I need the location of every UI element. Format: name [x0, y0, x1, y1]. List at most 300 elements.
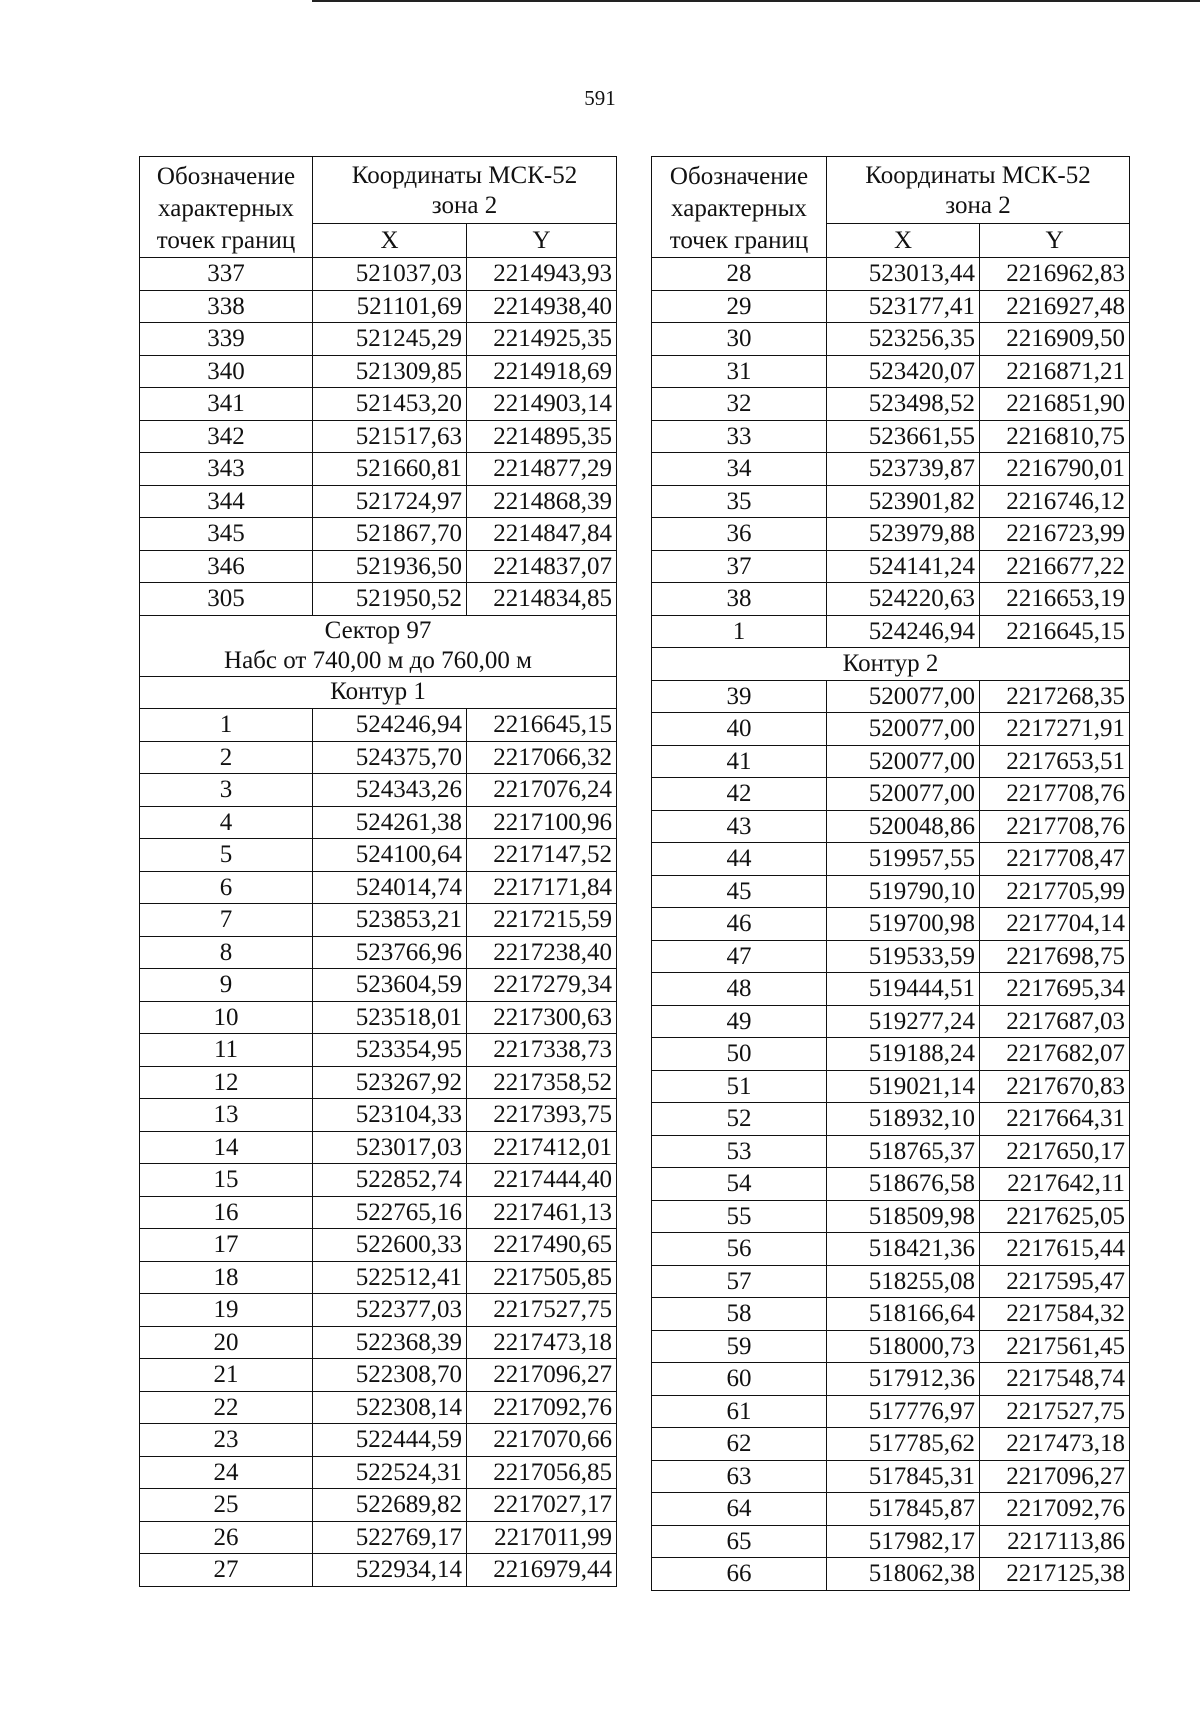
table-row	[652, 1395, 1130, 1428]
x-coordinate-cell: 520077,00	[827, 713, 980, 746]
y-coordinate-cell: 2217125,38	[980, 1558, 1130, 1591]
point-id-cell: 32	[652, 388, 827, 421]
x-coordinate-cell: 522444,59	[313, 1424, 467, 1457]
y-coordinate-cell: 2217338,73	[467, 1034, 617, 1067]
contour-label: Контур 2	[652, 648, 1130, 681]
point-id-cell: 346	[140, 550, 313, 583]
table-row	[652, 258, 1130, 291]
table-row	[140, 1326, 617, 1359]
table-row	[652, 1525, 1130, 1558]
header-designation-line: характерных	[671, 195, 807, 222]
point-id-cell: 51	[652, 1070, 827, 1103]
point-id-cell: 53	[652, 1135, 827, 1168]
table-row	[140, 420, 617, 453]
table-row	[140, 1066, 617, 1099]
point-id-cell: 37	[652, 550, 827, 583]
x-coordinate-cell: 524246,94	[313, 709, 467, 742]
x-coordinate-cell: 521101,69	[313, 290, 467, 323]
x-coordinate-cell: 522377,03	[313, 1294, 467, 1327]
x-coordinate-cell: 522308,70	[313, 1359, 467, 1392]
table-row	[652, 290, 1130, 323]
y-coordinate-cell: 2214837,07	[467, 550, 617, 583]
table-row	[140, 550, 617, 583]
x-coordinate-cell: 524343,26	[313, 774, 467, 807]
point-id-cell: 61	[652, 1395, 827, 1428]
table-row	[652, 680, 1130, 713]
x-coordinate-cell: 518421,36	[827, 1233, 980, 1266]
table-row	[652, 713, 1130, 746]
header-coordinates-line: зона 2	[431, 192, 498, 219]
table-row	[140, 1164, 617, 1197]
x-coordinate-cell: 519957,55	[827, 843, 980, 876]
table-row	[140, 871, 617, 904]
point-id-cell: 17	[140, 1229, 313, 1262]
x-coordinate-cell: 524375,70	[313, 741, 467, 774]
point-id-cell: 56	[652, 1233, 827, 1266]
point-id-cell: 42	[652, 778, 827, 811]
header-coordinates	[313, 157, 617, 224]
x-coordinate-cell: 521936,50	[313, 550, 467, 583]
x-coordinate-cell: 524220,63	[827, 583, 980, 616]
point-id-cell: 3	[140, 774, 313, 807]
table-row	[652, 1135, 1130, 1168]
table-row	[652, 323, 1130, 356]
coordinates-table-left	[139, 156, 617, 1587]
y-coordinate-cell: 2216653,19	[980, 583, 1130, 616]
x-coordinate-cell: 518062,38	[827, 1558, 980, 1591]
point-id-cell: 1	[140, 709, 313, 742]
table-row	[652, 1428, 1130, 1461]
x-coordinate-cell: 521309,85	[313, 355, 467, 388]
table-row	[140, 1424, 617, 1457]
point-id-cell: 305	[140, 583, 313, 616]
point-id-cell: 64	[652, 1493, 827, 1526]
point-id-cell: 54	[652, 1168, 827, 1201]
x-coordinate-cell: 519444,51	[827, 973, 980, 1006]
header-designation-line: точек границ	[669, 227, 809, 254]
point-id-cell: 7	[140, 904, 313, 937]
point-id-cell: 345	[140, 518, 313, 551]
y-coordinate-cell: 2217625,05	[980, 1200, 1130, 1233]
point-id-cell: 40	[652, 713, 827, 746]
x-coordinate-cell: 521037,03	[313, 258, 467, 291]
header-coordinates-line: Координаты МСК-52	[351, 162, 578, 189]
x-coordinate-cell: 522512,41	[313, 1261, 467, 1294]
y-coordinate-cell: 2217527,75	[980, 1395, 1130, 1428]
y-coordinate-cell: 2217011,99	[467, 1521, 617, 1554]
table-row	[652, 1330, 1130, 1363]
y-coordinate-cell: 2216962,83	[980, 258, 1130, 291]
header-coordinates-line: Координаты МСК-52	[865, 162, 1091, 189]
table-row	[652, 1200, 1130, 1233]
x-coordinate-cell: 522368,39	[313, 1326, 467, 1359]
table-row	[652, 518, 1130, 551]
y-coordinate-cell: 2217358,52	[467, 1066, 617, 1099]
y-coordinate-cell: 2217505,85	[467, 1261, 617, 1294]
point-id-cell: 35	[652, 485, 827, 518]
table-row	[140, 1294, 617, 1327]
table-row	[140, 323, 617, 356]
table-row	[652, 550, 1130, 583]
y-coordinate-cell: 2216790,01	[980, 453, 1130, 486]
point-id-cell: 34	[652, 453, 827, 486]
y-coordinate-cell: 2217096,27	[980, 1460, 1130, 1493]
y-coordinate-cell: 2216871,21	[980, 355, 1130, 388]
y-coordinate-cell: 2214925,35	[467, 323, 617, 356]
contour-label: Контур 1	[140, 676, 617, 709]
point-id-cell: 27	[140, 1554, 313, 1587]
sector-block	[140, 615, 617, 709]
y-coordinate-cell: 2217092,76	[467, 1391, 617, 1424]
x-coordinate-cell: 523104,33	[313, 1099, 467, 1132]
point-id-cell: 41	[652, 745, 827, 778]
x-coordinate-cell: 518932,10	[827, 1103, 980, 1136]
point-id-cell: 12	[140, 1066, 313, 1099]
y-coordinate-cell: 2217708,47	[980, 843, 1130, 876]
x-coordinate-cell: 519700,98	[827, 908, 980, 941]
x-coordinate-cell: 521950,52	[313, 583, 467, 616]
point-id-cell: 341	[140, 388, 313, 421]
table-row	[652, 1038, 1130, 1071]
table-row	[140, 518, 617, 551]
y-coordinate-cell: 2217066,32	[467, 741, 617, 774]
table-row	[652, 875, 1130, 908]
point-id-cell: 33	[652, 420, 827, 453]
header-designation-line: точек границ	[156, 227, 296, 254]
x-coordinate-cell: 523604,59	[313, 969, 467, 1002]
x-coordinate-cell: 523017,03	[313, 1131, 467, 1164]
table-row	[140, 1554, 617, 1587]
table-row	[652, 1005, 1130, 1038]
x-coordinate-cell: 519533,59	[827, 940, 980, 973]
x-coordinate-cell: 519790,10	[827, 875, 980, 908]
table-row	[652, 1558, 1130, 1591]
header-designation-line: Обозначение	[669, 163, 809, 190]
left-rows-top	[140, 258, 617, 616]
y-coordinate-cell: 2217650,17	[980, 1135, 1130, 1168]
y-coordinate-cell: 2217653,51	[980, 745, 1130, 778]
x-coordinate-cell: 523739,87	[827, 453, 980, 486]
x-coordinate-cell: 517785,62	[827, 1428, 980, 1461]
x-coordinate-cell: 517845,87	[827, 1493, 980, 1526]
point-id-cell: 39	[652, 680, 827, 713]
y-coordinate-cell: 2214943,93	[467, 258, 617, 291]
table-row	[140, 1359, 617, 1392]
point-id-cell: 47	[652, 940, 827, 973]
x-coordinate-cell: 522769,17	[313, 1521, 467, 1554]
coordinates-table-right	[651, 156, 1130, 1591]
y-coordinate-cell: 2217056,85	[467, 1456, 617, 1489]
y-coordinate-cell: 2217027,17	[467, 1489, 617, 1522]
table-row	[652, 745, 1130, 778]
y-coordinate-cell: 2217704,14	[980, 908, 1130, 941]
x-coordinate-cell: 523177,41	[827, 290, 980, 323]
table-row	[140, 1229, 617, 1262]
y-coordinate-cell: 2217238,40	[467, 936, 617, 969]
x-coordinate-cell: 524261,38	[313, 806, 467, 839]
header-x: X	[313, 224, 467, 258]
point-id-cell: 343	[140, 453, 313, 486]
table-row	[652, 1460, 1130, 1493]
header-coordinates	[827, 157, 1130, 224]
y-coordinate-cell: 2217300,63	[467, 1001, 617, 1034]
point-id-cell: 25	[140, 1489, 313, 1522]
table-row	[652, 615, 1130, 648]
table-row	[652, 1298, 1130, 1331]
page-number: 591	[584, 86, 616, 110]
point-id-cell: 52	[652, 1103, 827, 1136]
y-coordinate-cell: 2217670,83	[980, 1070, 1130, 1103]
x-coordinate-cell: 523661,55	[827, 420, 980, 453]
y-coordinate-cell: 2217113,86	[980, 1525, 1130, 1558]
y-coordinate-cell: 2216927,48	[980, 290, 1130, 323]
x-coordinate-cell: 518676,58	[827, 1168, 980, 1201]
y-coordinate-cell: 2216851,90	[980, 388, 1130, 421]
x-coordinate-cell: 524014,74	[313, 871, 467, 904]
y-coordinate-cell: 2217461,13	[467, 1196, 617, 1229]
y-coordinate-cell: 2217527,75	[467, 1294, 617, 1327]
sector-height: Набс от 740,00 м до 760,00 м	[224, 646, 532, 674]
table-row	[140, 1131, 617, 1164]
y-coordinate-cell: 2217444,40	[467, 1164, 617, 1197]
table-row	[652, 1493, 1130, 1526]
y-coordinate-cell: 2217548,74	[980, 1363, 1130, 1396]
x-coordinate-cell: 523518,01	[313, 1001, 467, 1034]
y-coordinate-cell: 2216979,44	[467, 1554, 617, 1587]
y-coordinate-cell: 2217171,84	[467, 871, 617, 904]
point-id-cell: 1	[652, 615, 827, 648]
table-row	[140, 806, 617, 839]
x-coordinate-cell: 523420,07	[827, 355, 980, 388]
x-coordinate-cell: 518000,73	[827, 1330, 980, 1363]
point-id-cell: 339	[140, 323, 313, 356]
right-rows-top	[652, 258, 1130, 648]
x-coordinate-cell: 523901,82	[827, 485, 980, 518]
right-rows-bottom	[652, 680, 1130, 1590]
y-coordinate-cell: 2217561,45	[980, 1330, 1130, 1363]
header-designation-line: Обозначение	[156, 163, 296, 190]
header-y: Y	[980, 224, 1130, 258]
table-row	[652, 973, 1130, 1006]
y-coordinate-cell: 2217584,32	[980, 1298, 1130, 1331]
point-id-cell: 337	[140, 258, 313, 291]
table-row	[140, 1456, 617, 1489]
x-coordinate-cell: 520077,00	[827, 778, 980, 811]
y-coordinate-cell: 2217279,34	[467, 969, 617, 1002]
point-id-cell: 6	[140, 871, 313, 904]
x-coordinate-cell: 524100,64	[313, 839, 467, 872]
point-id-cell: 46	[652, 908, 827, 941]
y-coordinate-cell: 2214918,69	[467, 355, 617, 388]
point-id-cell: 29	[652, 290, 827, 323]
point-id-cell: 36	[652, 518, 827, 551]
x-coordinate-cell: 523979,88	[827, 518, 980, 551]
header-designation	[140, 157, 313, 258]
x-coordinate-cell: 522934,14	[313, 1554, 467, 1587]
table-row	[140, 1521, 617, 1554]
header-y: Y	[467, 224, 617, 258]
point-id-cell: 65	[652, 1525, 827, 1558]
table-row	[140, 453, 617, 486]
x-coordinate-cell: 519021,14	[827, 1070, 980, 1103]
y-coordinate-cell: 2217092,76	[980, 1493, 1130, 1526]
header-x: X	[827, 224, 980, 258]
table-row	[140, 485, 617, 518]
table-row	[652, 843, 1130, 876]
y-coordinate-cell: 2214877,29	[467, 453, 617, 486]
point-id-cell: 45	[652, 875, 827, 908]
y-coordinate-cell: 2217615,44	[980, 1233, 1130, 1266]
y-coordinate-cell: 2216645,15	[467, 709, 617, 742]
table-row	[652, 1070, 1130, 1103]
x-coordinate-cell: 523766,96	[313, 936, 467, 969]
point-id-cell: 342	[140, 420, 313, 453]
y-coordinate-cell: 2216909,50	[980, 323, 1130, 356]
x-coordinate-cell: 520048,86	[827, 810, 980, 843]
table-row	[140, 1261, 617, 1294]
point-id-cell: 66	[652, 1558, 827, 1591]
point-id-cell: 59	[652, 1330, 827, 1363]
table-row	[652, 940, 1130, 973]
point-id-cell: 11	[140, 1034, 313, 1067]
x-coordinate-cell: 521453,20	[313, 388, 467, 421]
x-coordinate-cell: 517912,36	[827, 1363, 980, 1396]
x-coordinate-cell: 523267,92	[313, 1066, 467, 1099]
y-coordinate-cell: 2216677,22	[980, 550, 1130, 583]
table-row	[652, 810, 1130, 843]
point-id-cell: 44	[652, 843, 827, 876]
point-id-cell: 18	[140, 1261, 313, 1294]
table-row	[140, 583, 617, 616]
y-coordinate-cell: 2217393,75	[467, 1099, 617, 1132]
table-row	[652, 778, 1130, 811]
table-row	[140, 709, 617, 742]
table-row	[140, 774, 617, 807]
point-id-cell: 49	[652, 1005, 827, 1038]
y-coordinate-cell: 2217595,47	[980, 1265, 1130, 1298]
header-designation-line: характерных	[158, 195, 294, 222]
y-coordinate-cell: 2217100,96	[467, 806, 617, 839]
table-row	[140, 1196, 617, 1229]
table-row	[140, 258, 617, 291]
table-row	[652, 1233, 1130, 1266]
point-id-cell: 55	[652, 1200, 827, 1233]
y-coordinate-cell: 2217147,52	[467, 839, 617, 872]
y-coordinate-cell: 2217687,03	[980, 1005, 1130, 1038]
y-coordinate-cell: 2214868,39	[467, 485, 617, 518]
point-id-cell: 19	[140, 1294, 313, 1327]
table-row	[652, 453, 1130, 486]
x-coordinate-cell: 519188,24	[827, 1038, 980, 1071]
y-coordinate-cell: 2217268,35	[980, 680, 1130, 713]
table-row	[140, 904, 617, 937]
x-coordinate-cell: 523013,44	[827, 258, 980, 291]
x-coordinate-cell: 521724,97	[313, 485, 467, 518]
x-coordinate-cell: 522765,16	[313, 1196, 467, 1229]
point-id-cell: 10	[140, 1001, 313, 1034]
y-coordinate-cell: 2216746,12	[980, 485, 1130, 518]
point-id-cell: 4	[140, 806, 313, 839]
x-coordinate-cell: 522600,33	[313, 1229, 467, 1262]
contour-block	[652, 648, 1130, 681]
x-coordinate-cell: 521245,29	[313, 323, 467, 356]
table-row	[140, 388, 617, 421]
point-id-cell: 48	[652, 973, 827, 1006]
y-coordinate-cell: 2216810,75	[980, 420, 1130, 453]
table-row	[140, 839, 617, 872]
x-coordinate-cell: 522852,74	[313, 1164, 467, 1197]
point-id-cell: 5	[140, 839, 313, 872]
y-coordinate-cell: 2217271,91	[980, 713, 1130, 746]
table-row	[140, 969, 617, 1002]
y-coordinate-cell: 2217473,18	[980, 1428, 1130, 1461]
table-row	[652, 1168, 1130, 1201]
table-row	[140, 741, 617, 774]
header-coordinates-line: зона 2	[945, 192, 1011, 219]
x-coordinate-cell: 521660,81	[313, 453, 467, 486]
y-coordinate-cell: 2217708,76	[980, 810, 1130, 843]
sector-cell	[140, 615, 617, 676]
x-coordinate-cell: 520077,00	[827, 680, 980, 713]
point-id-cell: 38	[652, 583, 827, 616]
table-row	[140, 1391, 617, 1424]
x-coordinate-cell: 518509,98	[827, 1200, 980, 1233]
y-coordinate-cell: 2214903,14	[467, 388, 617, 421]
point-id-cell: 340	[140, 355, 313, 388]
x-coordinate-cell: 519277,24	[827, 1005, 980, 1038]
point-id-cell: 16	[140, 1196, 313, 1229]
table-row	[140, 355, 617, 388]
top-rule	[312, 0, 1200, 2]
sector-title: Сектор 97	[324, 616, 432, 644]
point-id-cell: 43	[652, 810, 827, 843]
point-id-cell: 21	[140, 1359, 313, 1392]
point-id-cell: 15	[140, 1164, 313, 1197]
point-id-cell: 63	[652, 1460, 827, 1493]
table-row	[652, 420, 1130, 453]
point-id-cell: 58	[652, 1298, 827, 1331]
x-coordinate-cell: 517982,17	[827, 1525, 980, 1558]
point-id-cell: 338	[140, 290, 313, 323]
x-coordinate-cell: 518765,37	[827, 1135, 980, 1168]
y-coordinate-cell: 2217076,24	[467, 774, 617, 807]
table-row	[140, 1034, 617, 1067]
x-coordinate-cell: 518166,64	[827, 1298, 980, 1331]
point-id-cell: 50	[652, 1038, 827, 1071]
y-coordinate-cell: 2217698,75	[980, 940, 1130, 973]
point-id-cell: 26	[140, 1521, 313, 1554]
table-row	[652, 908, 1130, 941]
point-id-cell: 31	[652, 355, 827, 388]
y-coordinate-cell: 2217642,11	[980, 1168, 1130, 1201]
x-coordinate-cell: 522524,31	[313, 1456, 467, 1489]
point-id-cell: 60	[652, 1363, 827, 1396]
left-rows-bottom	[140, 709, 617, 1587]
x-coordinate-cell: 523256,35	[827, 323, 980, 356]
point-id-cell: 62	[652, 1428, 827, 1461]
x-coordinate-cell: 517776,97	[827, 1395, 980, 1428]
point-id-cell: 13	[140, 1099, 313, 1132]
table-row	[140, 1489, 617, 1522]
table-row	[652, 1265, 1130, 1298]
y-coordinate-cell: 2217473,18	[467, 1326, 617, 1359]
y-coordinate-cell: 2217682,07	[980, 1038, 1130, 1071]
point-id-cell: 9	[140, 969, 313, 1002]
y-coordinate-cell: 2217215,59	[467, 904, 617, 937]
x-coordinate-cell: 523354,95	[313, 1034, 467, 1067]
x-coordinate-cell: 521517,63	[313, 420, 467, 453]
point-id-cell: 8	[140, 936, 313, 969]
